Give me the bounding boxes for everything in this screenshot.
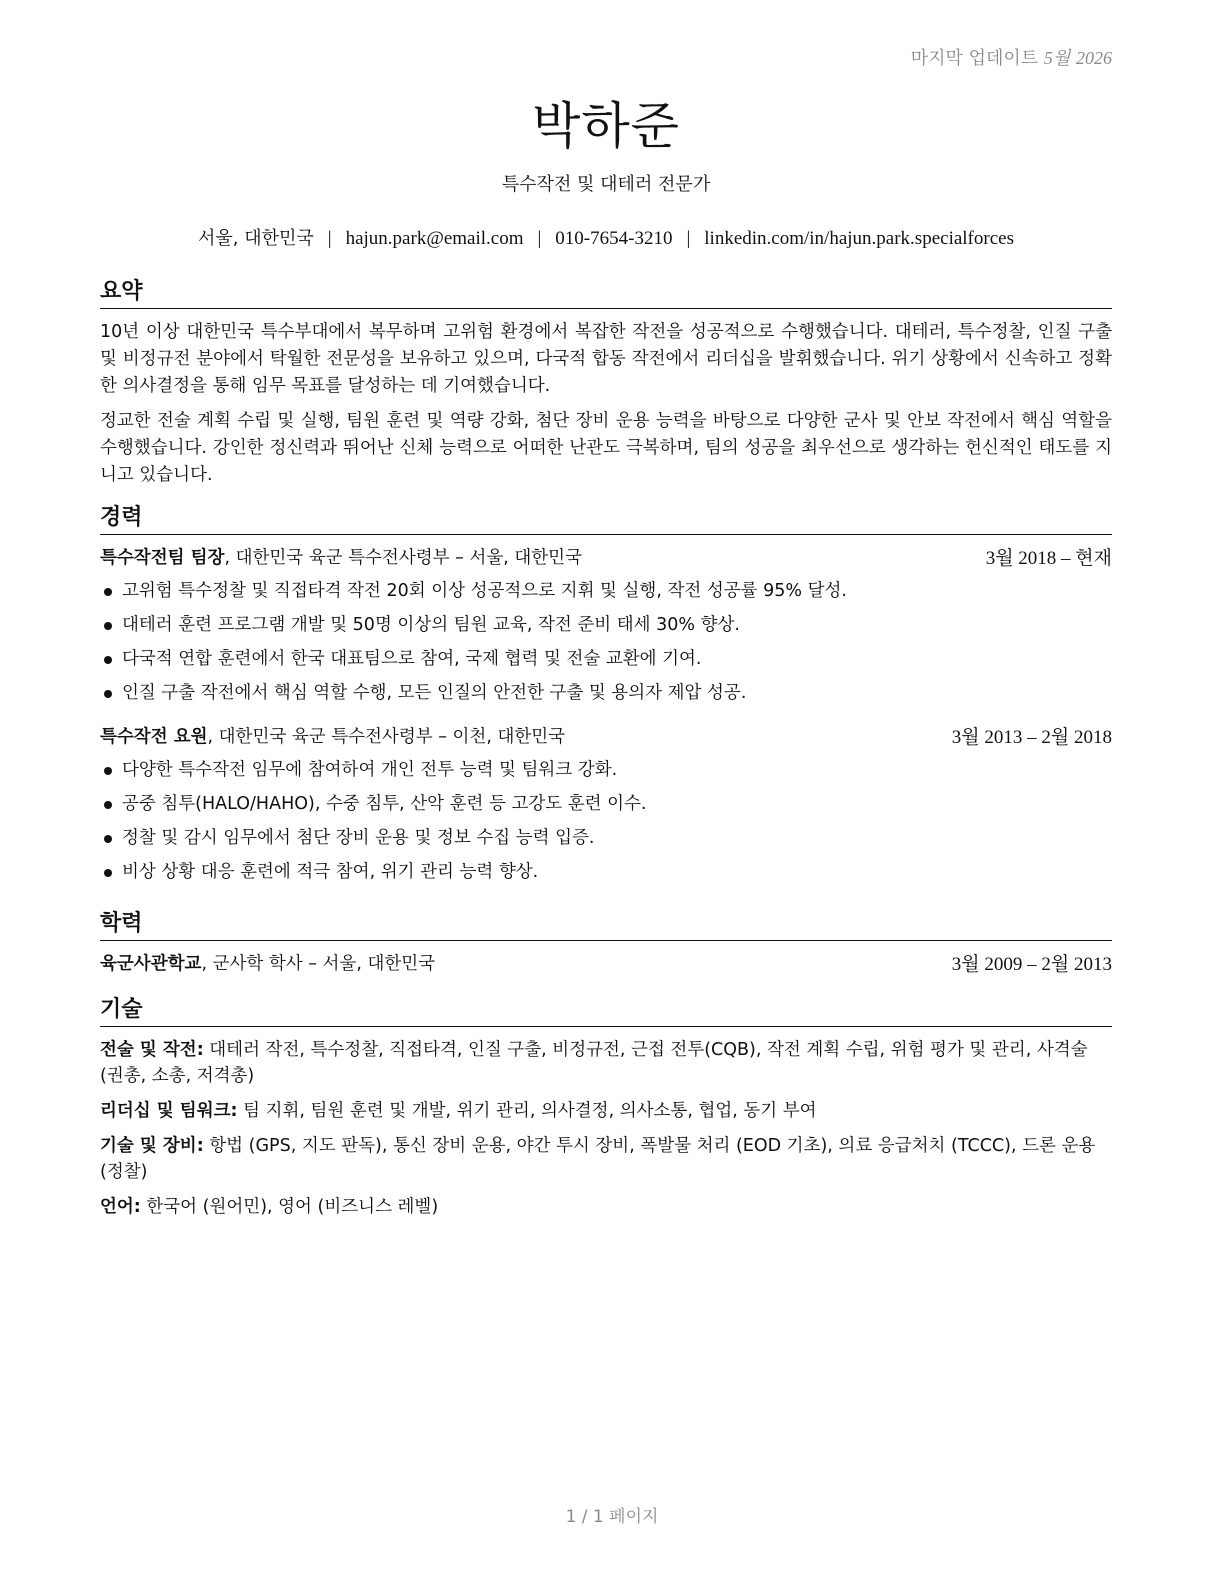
job-bullet: 다양한 특수작전 임무에 참여하여 개인 전투 능력 및 팀워크 강화.	[100, 753, 1112, 787]
job-role: 특수작전 요원	[100, 727, 208, 747]
candidate-name: 박하준	[532, 97, 680, 155]
job-date: 3월 2013 – 2월 2018	[951, 727, 1112, 748]
candidate-headline: 특수작전 및 대테러 전문가	[501, 174, 711, 195]
skill-value: 항법 (GPS, 지도 판독), 통신 장비 운용, 야간 투시 장비, 폭발물 처리 (EOD 기초), 의료 응급처치 (TCCC), 드론 운용 (정찰)	[100, 1136, 1096, 1182]
contact-linkedin[interactable]: linkedin.com/in/hajun.park.specialforces	[704, 228, 1014, 249]
job-bullets	[100, 574, 1112, 710]
skill-label: 언어:	[100, 1197, 141, 1217]
contact-line	[100, 224, 1112, 250]
skill-row	[100, 1133, 1112, 1185]
skill-label: 리더십 및 팀워크:	[100, 1101, 238, 1121]
skill-value: 대테러 작전, 특수정찰, 직접타격, 인질 구출, 비정규전, 근접 전투(CQB), 작전 계획 수립, 위험 평가 및 관리, 사격술 (권총, 소총, 저격총)	[100, 1040, 1088, 1086]
job-bullet: 대테러 훈련 프로그램 개발 및 50명 이상의 팀원 교육, 작전 준비 태세 30% 향상.	[100, 608, 1112, 642]
skill-value: 한국어 (원어민), 영어 (비즈니스 레벨)	[140, 1197, 439, 1217]
page-number: 1 / 1 페이지	[565, 1507, 659, 1527]
job-bullet: 비상 상황 대응 훈련에 적극 참여, 위기 관리 능력 향상.	[100, 855, 1112, 889]
education-school: 육군사관학교	[100, 954, 202, 974]
job-bullet: 다국적 연합 훈련에서 한국 대표팀으로 참여, 국제 협력 및 전술 교환에 기여.	[100, 642, 1112, 676]
education-entry	[100, 951, 1112, 978]
skills-title: 기술	[100, 996, 1112, 1027]
job-bullet: 공중 침투(HALO/HAHO), 수중 침투, 산악 훈련 등 고강도 훈련 이수.	[100, 787, 1112, 821]
skill-row	[100, 1037, 1112, 1089]
skill-row	[100, 1194, 1112, 1220]
summary-title: 요약	[100, 278, 1112, 309]
job-org: , 대한민국 육군 특수전사령부 – 서울, 대한민국	[224, 548, 582, 568]
last-updated-year: 2026	[1076, 48, 1112, 68]
contact-location: 서울, 대한민국	[198, 228, 314, 249]
skill-row	[100, 1098, 1112, 1124]
last-updated-label: 마지막 업데이트	[910, 48, 1039, 69]
job-role: 특수작전팀 팀장	[100, 548, 225, 568]
last-updated	[911, 44, 1112, 70]
contact-separator: |	[686, 228, 691, 249]
job-bullet: 정찰 및 감시 임무에서 첨단 장비 운용 및 정보 수집 능력 입증.	[100, 821, 1112, 855]
contact-phone[interactable]: 010-7654-3210	[555, 228, 673, 249]
skill-value: 팀 지휘, 팀원 훈련 및 개발, 위기 관리, 의사결정, 의사소통, 협업, 동기 부여	[237, 1101, 817, 1121]
skill-label: 전술 및 작전:	[100, 1040, 204, 1060]
contact-email[interactable]: hajun.park@email.com	[345, 228, 524, 249]
summary-paragraph: 정교한 전술 계획 수립 및 실행, 팀원 훈련 및 역량 강화, 첨단 장비 운용 능력을 바탕으로 다양한 군사 및 안보 작전에서 핵심 역할을 수행했습니다. 강인한 정신력과 뛰어난 신체 능력으로 어떠한 난관도 극복하며, 팀의 성공을 최우선으로 생각하는 헌신적인 태도를 지니고 있습니다.	[100, 411, 1112, 485]
education-detail: , 군사학 학사 – 서울, 대한민국	[201, 954, 436, 974]
experience-section	[100, 504, 1112, 889]
job-date: 3월 2018 – 현재	[985, 548, 1112, 569]
job-entry	[100, 545, 1112, 710]
job-bullets	[100, 753, 1112, 889]
education-section	[100, 910, 1112, 978]
job-entry	[100, 724, 1112, 889]
summary-paragraph: 10년 이상 대한민국 특수부대에서 복무하며 고위험 환경에서 복잡한 작전을 성공적으로 수행했습니다. 대테러, 특수정찰, 인질 구출 및 비정규전 분야에서 탁월한 전문성을 보유하고 있으며, 다국적 합동 작전에서 리더십을 발휘했습니다. 위기 상황에서 신속하고 정확한 의사결정을 통해 임무 목표를 달성하는 데 기여했습니다.	[100, 322, 1113, 396]
job-header	[100, 545, 1112, 572]
contact-separator: |	[327, 228, 332, 249]
contact-separator: |	[537, 228, 542, 249]
job-bullet: 인질 구출 작전에서 핵심 역할 수행, 모든 인질의 안전한 구출 및 용의자 제압 성공.	[100, 676, 1112, 710]
skills-section	[100, 996, 1112, 1229]
job-bullet: 고위험 특수정찰 및 직접타격 작전 20회 이상 성공적으로 지휘 및 실행, 작전 성공률 95% 달성.	[100, 574, 1112, 608]
last-updated-month: 5월	[1043, 48, 1071, 68]
experience-title: 경력	[100, 504, 1112, 535]
job-org: , 대한민국 육군 특수전사령부 – 이천, 대한민국	[207, 727, 566, 747]
summary-section	[100, 278, 1112, 497]
job-header	[100, 724, 1112, 751]
skill-label: 기술 및 장비:	[100, 1136, 204, 1156]
education-title: 학력	[100, 910, 1112, 941]
education-date: 3월 2009 – 2월 2013	[951, 954, 1112, 975]
